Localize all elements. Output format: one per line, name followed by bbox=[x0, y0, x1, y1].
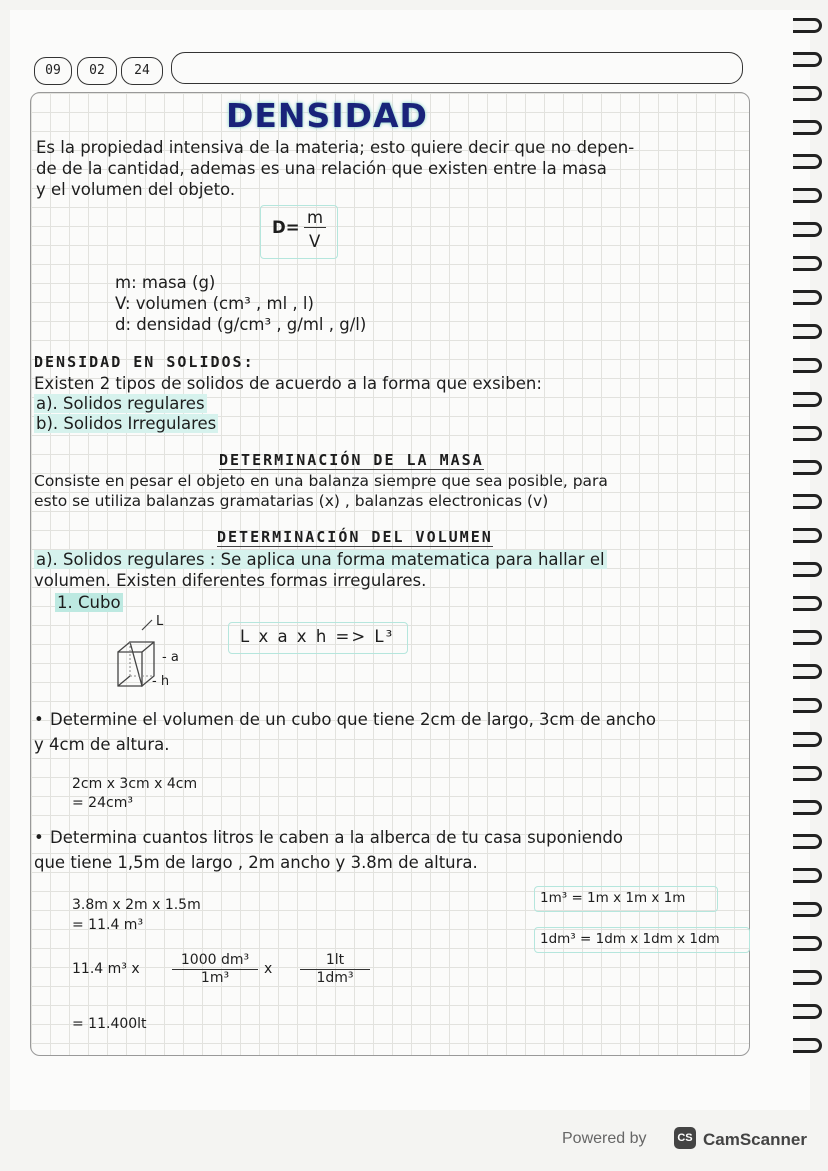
solids-intro: Existen 2 tipos de solidos de acuerdo a la forma que exsiben: bbox=[34, 374, 542, 393]
conversion-fraction-2 bbox=[300, 952, 370, 987]
note-cubic-decimeter: 1dm³ = 1dm x 1dm x 1dm bbox=[540, 931, 720, 947]
example-2-line-1: Determina cuantos litros le caben a la alberca de tu casa suponiendo bbox=[50, 828, 623, 847]
intro-line-3: y el volumen del objeto. bbox=[36, 180, 236, 199]
spiral-ring bbox=[793, 358, 822, 373]
spiral-ring bbox=[793, 834, 822, 849]
example-2-line-2: que tiene 1,5m de largo , 2m ancho y 3.8m de altura. bbox=[34, 853, 478, 872]
spiral-ring bbox=[793, 392, 822, 407]
solids-regular bbox=[34, 394, 207, 413]
note-cubic-meter: 1m³ = 1m x 1m x 1m bbox=[540, 890, 686, 906]
spiral-ring bbox=[793, 290, 822, 305]
fraction-2-numerator: 1lt bbox=[300, 952, 370, 970]
formula-denominator: V bbox=[309, 232, 321, 251]
mass-heading: DETERMINACIÓN DE LA MASA bbox=[219, 451, 484, 469]
spiral-ring bbox=[793, 52, 822, 67]
example-1-calc-1: 2cm x 3cm x 4cm bbox=[72, 776, 198, 792]
title-bar bbox=[171, 52, 743, 84]
formula-lhs: D= bbox=[272, 218, 300, 237]
mass-line-2: esto se utiliza balanzas gramatarias (x) , balanzas electronicas (v) bbox=[34, 492, 549, 510]
example-1-line-1: Determine el volumen de un cubo que tiene 2cm de largo, 3cm de ancho bbox=[50, 710, 657, 729]
spiral-ring bbox=[793, 18, 822, 33]
date-month: 02 bbox=[77, 57, 117, 85]
intro-line-2: de de la cantidad, ademas es una relación que existen entre la masa bbox=[36, 159, 607, 178]
example-1-bullet: • bbox=[34, 710, 44, 729]
cube-label-h: - h bbox=[152, 674, 170, 689]
cube-label bbox=[55, 593, 123, 612]
date-year: 24 bbox=[121, 57, 163, 85]
spiral-ring bbox=[793, 902, 822, 917]
conversion-start: 11.4 m³ x bbox=[72, 961, 140, 977]
spiral-ring bbox=[793, 698, 822, 713]
example-1-line-2: y 4cm de altura. bbox=[34, 735, 170, 754]
spiral-ring bbox=[793, 630, 822, 645]
cube-label-text: 1. Cubo bbox=[57, 593, 121, 612]
volume-heading: DETERMINACIÓN DEL VOLUMEN bbox=[217, 528, 493, 546]
cube-formula: L x a x h => L³ bbox=[240, 627, 395, 646]
spiral-ring bbox=[793, 596, 822, 611]
conversion-times: x bbox=[264, 961, 273, 977]
spiral-ring bbox=[793, 222, 822, 237]
volume-line-1 bbox=[34, 550, 607, 569]
solids-irregular bbox=[34, 414, 218, 433]
volume-line-2: volumen. Existen diferentes formas irregulares. bbox=[34, 571, 427, 590]
solids-irregular-text: b). Solidos Irregulares bbox=[36, 414, 217, 433]
footer-powered-by: Powered by bbox=[562, 1130, 647, 1147]
fraction-1-denominator: 1m³ bbox=[200, 970, 230, 986]
example-2-calc-2: = 11.4 m³ bbox=[72, 917, 144, 933]
spiral-ring bbox=[793, 86, 822, 101]
cube-label-l: L bbox=[156, 614, 164, 629]
date-day: 09 bbox=[34, 57, 72, 85]
spiral-ring bbox=[793, 800, 822, 815]
fraction-2-denominator: 1dm³ bbox=[316, 970, 354, 986]
spiral-ring bbox=[793, 494, 822, 509]
footer-brand: CamScanner bbox=[703, 1130, 807, 1149]
spiral-ring bbox=[793, 562, 822, 577]
cube-label-a: - a bbox=[162, 650, 179, 665]
spiral-ring bbox=[793, 426, 822, 441]
page-title: DENSIDAD bbox=[226, 96, 428, 135]
spiral-ring bbox=[793, 868, 822, 883]
camscanner-logo-icon: CS bbox=[674, 1127, 696, 1149]
definition-density: d: densidad (g/cm³ , g/ml , g/l) bbox=[115, 315, 367, 334]
conversion-fraction-1 bbox=[172, 952, 258, 987]
spiral-ring bbox=[793, 970, 822, 985]
spiral-ring bbox=[793, 664, 822, 679]
solids-heading: DENSIDAD EN SOLIDOS: bbox=[34, 353, 255, 371]
solids-regular-text: a). Solidos regulares bbox=[36, 394, 205, 413]
intro-line-1: Es la propiedad intensiva de la materia; esto quiere decir que no depen- bbox=[36, 138, 635, 157]
spiral-ring bbox=[793, 528, 822, 543]
spiral-ring bbox=[793, 460, 822, 475]
example-1-calc-2: = 24cm³ bbox=[72, 795, 133, 811]
mass-line-1: Consiste en pesar el objeto en una balanza siempre que sea posible, para bbox=[34, 472, 608, 490]
example-2-bullet: • bbox=[34, 828, 44, 847]
example-2-calc-1: 3.8m x 2m x 1.5m bbox=[72, 897, 201, 913]
formula-numerator: m bbox=[304, 208, 326, 228]
spiral-ring bbox=[793, 188, 822, 203]
spiral-ring bbox=[793, 324, 822, 339]
definition-volume: V: volumen (cm³ , ml , l) bbox=[115, 294, 314, 313]
volume-line-1-text: a). Solidos regulares : Se aplica una forma matematica para hallar el bbox=[36, 550, 605, 569]
spiral-ring bbox=[793, 1004, 822, 1019]
definition-mass: m: masa (g) bbox=[115, 273, 216, 292]
fraction-1-numerator: 1000 dm³ bbox=[172, 952, 258, 970]
spiral-ring bbox=[793, 120, 822, 135]
spiral-ring bbox=[793, 256, 822, 271]
spiral-ring bbox=[793, 936, 822, 951]
spiral-ring bbox=[793, 766, 822, 781]
spiral-ring bbox=[793, 154, 822, 169]
spiral-ring bbox=[793, 732, 822, 747]
conversion-result: = 11.400lt bbox=[72, 1016, 147, 1032]
spiral-ring bbox=[793, 1038, 822, 1053]
notebook-spiral bbox=[788, 10, 828, 1070]
